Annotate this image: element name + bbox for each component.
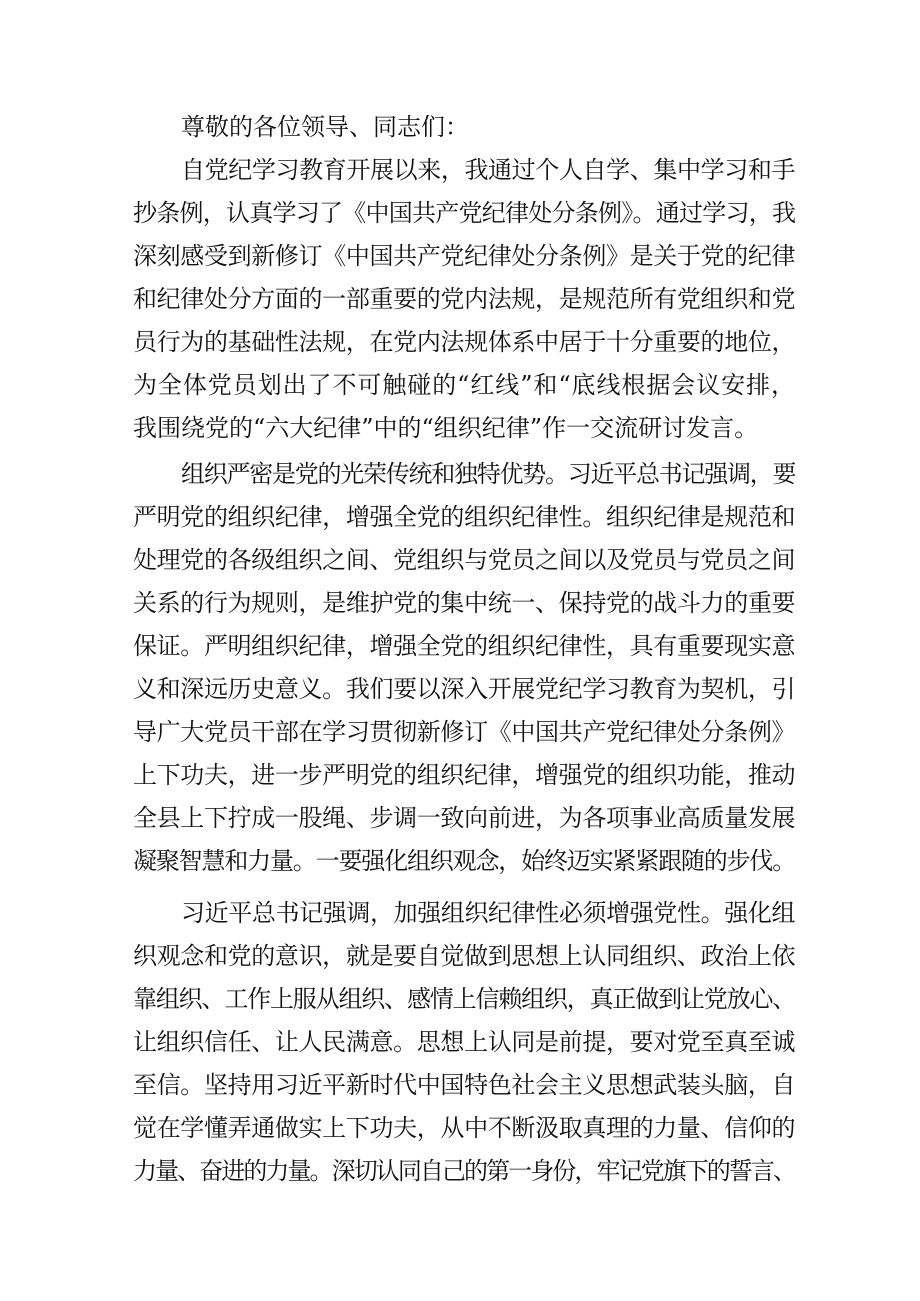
paragraph-3-line: 靠组织、工作上服从组织、感情上信赖组织，真正做到让党放心、 (133, 985, 795, 1013)
paragraph-1-line: 自党纪学习教育开展以来，我通过个人自学、集中学习和手 (181, 156, 795, 184)
paragraph-2-line: 处理党的各级组织之间、党组织与党员之间以及党员与党员之间 (133, 546, 795, 574)
paragraph-2-line: 组织严密是党的光荣传统和独特优势。习近平总书记强调，要 (181, 460, 796, 488)
paragraph-2-line: 全县上下拧成一股绳、步调一致向前进，为各项事业高质量发展 (133, 804, 795, 832)
paragraph-2-line: 严明党的组织纪律，增强全党的组织纪律性。组织纪律是规范和 (133, 503, 795, 531)
paragraph-1-line: 深刻感受到新修订《中国共产党纪律处分条例》是关于党的纪律 (133, 242, 795, 270)
paragraph-2-line: 义和深远历史意义。我们要以深入开展党纪学习教育为契机，引 (133, 675, 795, 703)
paragraph-1-line: 抄条例，认真学习了《中国共产党纪律处分条例》。通过学习，我 (133, 199, 796, 227)
greeting-line: 尊敬的各位领导、同志们： (181, 113, 469, 141)
paragraph-2-line: 上下功夫，进一步严明党的组织纪律，增强党的组织功能，推动 (133, 761, 795, 789)
paragraph-2-line: 导广大党员干部在学习贯彻新修订《中国共产党纪律处分条例》 (133, 718, 795, 746)
paragraph-1-line: 为全体党员划出了不可触碰的“红线”和“底线根据会议安排， (133, 371, 795, 399)
paragraph-3-line: 觉在学懂弄通做实上下功夫，从中不断汲取真理的力量、信仰的 (133, 1114, 795, 1142)
paragraph-3-line: 至信。坚持用习近平新时代中国特色社会主义思想武装头脑，自 (133, 1071, 795, 1099)
paragraph-3-line: 力量、奋进的力量。深切认同自己的第一身份，牢记党旗下的誓言、 (133, 1157, 795, 1185)
paragraph-3-line: 让组织信任、让人民满意。思想上认同是前提，要对党至真至诚 (133, 1028, 795, 1056)
paragraph-2-line: 保证。严明组织纪律，增强全党的组织纪律性，具有重要现实意 (133, 632, 795, 660)
paragraph-2-line: 凝聚智慧和力量。一要强化组织观念，始终迈实紧紧跟随的步伐。 (133, 847, 795, 875)
paragraph-1-line: 员行为的基础性法规，在党内法规体系中居于十分重要的地位， (133, 328, 795, 356)
paragraph-2-line: 关系的行为规则，是维护党的集中统一、保持党的战斗力的重要 (133, 589, 795, 617)
paragraph-1-line: 和纪律处分方面的一部重要的党内法规，是规范所有党组织和党 (133, 285, 795, 313)
paragraph-3-line: 习近平总书记强调，加强组织纪律性必须增强党性。强化组 (181, 899, 795, 927)
paragraph-3-line: 织观念和党的意识，就是要自觉做到思想上认同组织、政治上依 (133, 942, 795, 970)
paragraph-1-line: 我围绕党的“六大纪律”中的“组织纪律”作一交流研讨发言。 (133, 414, 759, 442)
